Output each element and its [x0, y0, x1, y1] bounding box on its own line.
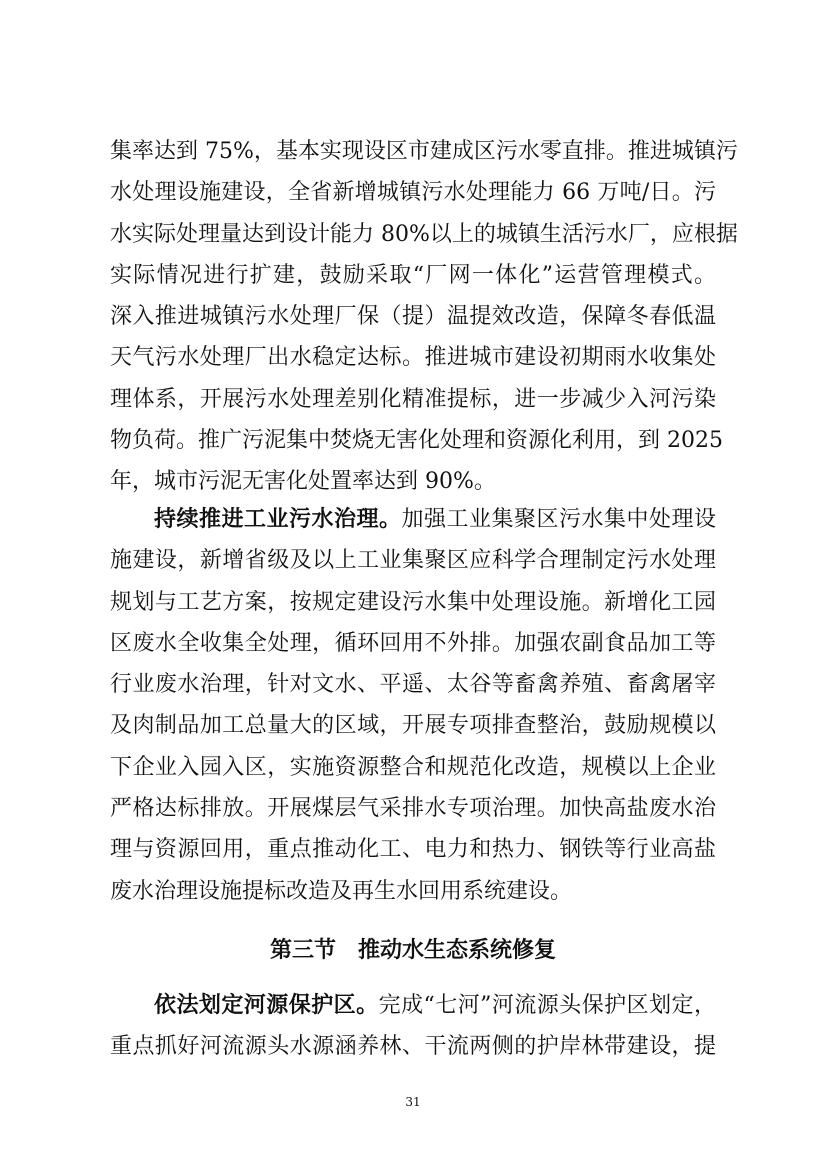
text-line: 集率达到 75%，基本实现设区市建成区污水零直排。推进城镇污 [110, 139, 738, 164]
paragraph-urban-sewage [110, 131, 738, 503]
text-line: 年，城市污泥无害化处置率达到 90%。 [110, 469, 496, 495]
text-line: 水处理设施建设，全省新增城镇污水处理能力 66 万吨/日。污 [110, 180, 716, 206]
text-line: 规划与工艺方案，按规定建设污水集中处理设施。新增化工园 [110, 589, 716, 615]
text-line: 深入推进城镇污水处理厂保（提）温提效改造，保障冬春低温 [110, 304, 716, 330]
text-line: 理体系，开展污水处理差别化精准提标，进一步减少入河污染 [110, 386, 716, 412]
text-line: 行业废水治理，针对文水、平遥、太谷等畜禽养殖、畜禽屠宰 [110, 672, 716, 698]
text-line: 理与资源回用，重点推动化工、电力和热力、钢铁等行业高盐 [110, 837, 716, 863]
text-line: 水实际处理量达到设计能力 80%以上的城镇生活污水厂，应根据 [110, 221, 738, 247]
paragraph-text: 完成“七河”河流源头保护区划定， [378, 993, 716, 1018]
text-line: 严格达标排放。开展煤层气采排水专项治理。加快高盐废水治 [110, 796, 716, 822]
text-line-first [110, 499, 716, 540]
text-line: 重点抓好河流源头水源涵养林、干流两侧的护岸林带建设，提 [110, 1034, 716, 1060]
text-line: 物负荷。推广污泥集中焚烧无害化处理和资源化利用，到 2025 [110, 428, 723, 454]
section-heading: 第三节 推动水生态系统修复 [269, 937, 556, 963]
paragraph-lead: 依法划定河源保护区。 [154, 992, 379, 1018]
paragraph-lead: 持续推进工业污水治理。 [154, 506, 402, 532]
text-line: 天气污水处理厂出水稳定达标。推进城市建设初期雨水收集处 [110, 345, 716, 371]
text-line: 下企业入园入区，实施资源整合和规范化改造，规模以上企业 [110, 754, 716, 780]
page-number: 31 [405, 1095, 421, 1109]
text-line: 废水治理设施提标改造及再生水回用系统建设。 [110, 878, 573, 904]
text-line: 实际情况进行扩建，鼓励采取“厂网一体化”运营管理模式。 [110, 262, 716, 288]
text-line: 区废水全收集全处理，循环回用不外排。加强农副食品加工等 [110, 630, 716, 656]
paragraph-text: 加强工业集聚区污水集中处理设 [401, 507, 716, 532]
paragraph-industrial-sewage [110, 499, 716, 912]
text-line: 及肉制品加工总量大的区域，开展专项排查整治，鼓励规模以 [110, 713, 716, 739]
text-line-first [110, 985, 716, 1026]
paragraph-river-source [110, 985, 716, 1068]
text-line: 施建设，新增省级及以上工业集聚区应科学合理制定污水处理 [110, 548, 716, 574]
